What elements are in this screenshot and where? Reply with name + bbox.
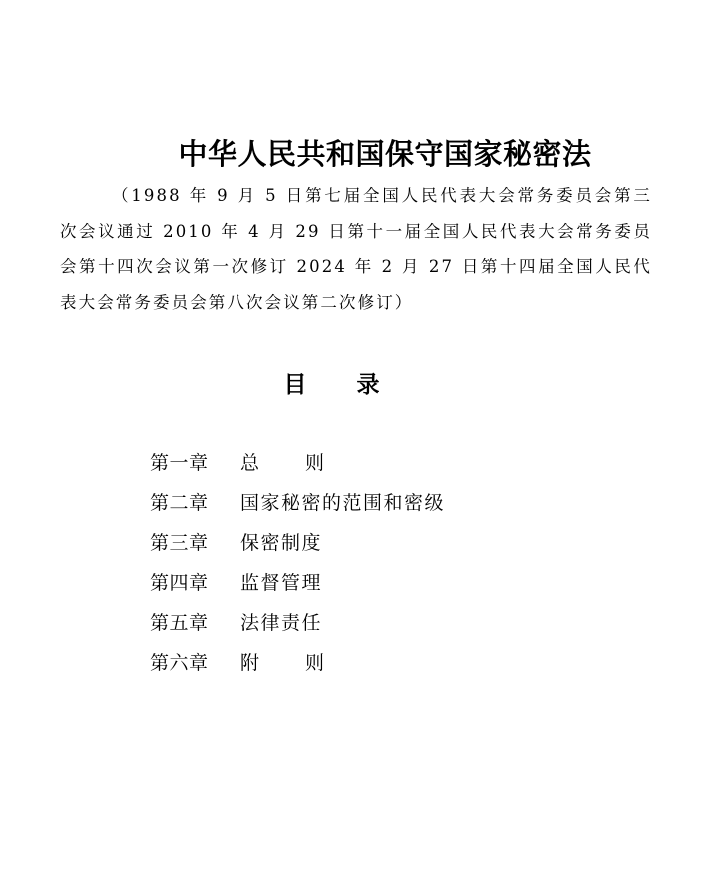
- toc-item-chapter-3[interactable]: [150, 526, 650, 566]
- toc-item-chapter-5[interactable]: [150, 606, 650, 646]
- chapter-title-part: 附: [240, 652, 260, 674]
- toc-item-chapter-2[interactable]: [150, 486, 650, 526]
- chapter-title: 保密制度: [240, 532, 323, 554]
- toc-item-chapter-6[interactable]: [150, 646, 650, 686]
- chapter-number: 第二章: [150, 492, 209, 514]
- enactment-note: （1988 年 9 月 5 日第七届全国人民代表大会常务委员会第三次会议通过 2010 年 4 月 29 日第十一届全国人民代表大会常务委员会第十四次会议第一次修订 2024 年 2 月 27 日第十四届全国人民代表大会常务委员会第八次会议第二次修订）: [60, 186, 652, 312]
- chapter-title-part: 总: [240, 452, 260, 474]
- law-title: 中华人民共和国保守国家秘密法: [178, 137, 592, 171]
- chapter-title-part: 则: [305, 452, 325, 474]
- chapter-number: 第四章: [150, 572, 209, 594]
- chapter-title: 国家秘密的范围和密级: [240, 492, 446, 514]
- chapter-title: [240, 452, 324, 474]
- table-of-contents: [150, 446, 650, 686]
- chapter-title: [240, 652, 324, 674]
- chapter-title: 监督管理: [240, 572, 323, 594]
- chapter-number: 第一章: [150, 452, 209, 474]
- chapter-number: 第六章: [150, 652, 209, 674]
- chapter-number: 第三章: [150, 532, 209, 554]
- toc-item-chapter-4[interactable]: [150, 566, 650, 606]
- chapter-number: 第五章: [150, 612, 209, 634]
- toc-item-chapter-1[interactable]: [150, 446, 650, 486]
- chapter-title-part: 则: [305, 652, 325, 674]
- chapter-title: 法律责任: [240, 612, 323, 634]
- toc-heading: 目录: [283, 372, 430, 398]
